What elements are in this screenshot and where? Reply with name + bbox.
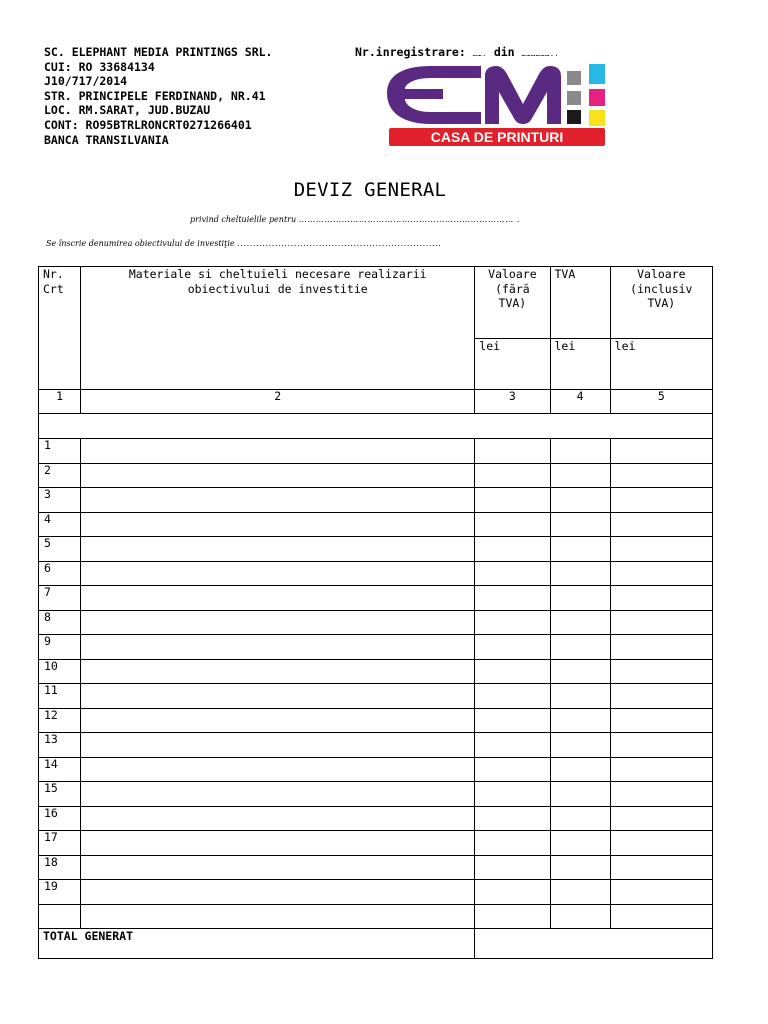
row-vat-cell[interactable]: [550, 512, 610, 537]
table-row: [39, 488, 713, 513]
row-total-cell[interactable]: [610, 439, 712, 464]
logo-square-magenta: [589, 89, 605, 106]
logo-square-gray-2: [567, 91, 581, 105]
column-number: 5: [610, 390, 712, 414]
row-nr-cell: 19: [39, 880, 81, 905]
column-number: 1: [39, 390, 81, 414]
table-row: [39, 610, 713, 635]
row-value-cell[interactable]: [475, 512, 550, 537]
row-value-cell[interactable]: [475, 561, 550, 586]
column-number: 2: [81, 390, 475, 414]
row-vat-cell[interactable]: [550, 463, 610, 488]
row-value-cell[interactable]: [475, 855, 550, 880]
header-value-with-vat: Valoare (inclusiv TVA): [610, 267, 712, 339]
unit-value-no-vat: lei: [475, 339, 550, 390]
row-value-cell[interactable]: [475, 806, 550, 831]
row-total-cell[interactable]: [610, 586, 712, 611]
row-vat-cell[interactable]: [550, 757, 610, 782]
row-nr-cell: 11: [39, 684, 81, 709]
row-value-cell[interactable]: [475, 463, 550, 488]
row-value-cell[interactable]: [475, 537, 550, 562]
row-vat-cell[interactable]: [550, 439, 610, 464]
header-value-no-vat: Valoare (fără TVA): [475, 267, 550, 339]
row-vat-cell[interactable]: [550, 806, 610, 831]
company-cui: CUI: RO 33684134: [44, 59, 155, 74]
row-vat-cell[interactable]: [550, 537, 610, 562]
row-material-cell[interactable]: [81, 488, 475, 513]
total-row: [39, 929, 713, 959]
row-nr-cell: 13: [39, 733, 81, 758]
table-row: [39, 586, 713, 611]
row-total-cell[interactable]: [610, 659, 712, 684]
row-nr-cell: 2: [39, 463, 81, 488]
row-nr-cell: 8: [39, 610, 81, 635]
rows-body: [39, 439, 713, 905]
row-vat-cell[interactable]: [550, 855, 610, 880]
row-value-cell[interactable]: [475, 831, 550, 856]
row-total-cell[interactable]: [610, 904, 712, 929]
document-title: DEVIZ GENERAL: [293, 179, 447, 201]
row-material-cell[interactable]: [81, 561, 475, 586]
blank-separator-row: [39, 414, 713, 439]
unit-vat: lei: [550, 339, 610, 390]
row-vat-cell[interactable]: [550, 708, 610, 733]
company-street: STR. PRINCIPELE FERDINAND, NR.41: [44, 88, 266, 103]
row-total-cell[interactable]: [610, 684, 712, 709]
table-row: [39, 684, 713, 709]
row-nr-cell: 15: [39, 782, 81, 807]
table-row: [39, 855, 713, 880]
header-materials: Materiale si cheltuieli necesare realizarii obiectivului de investitie: [81, 267, 475, 390]
column-number: 3: [475, 390, 550, 414]
row-material-cell[interactable]: [81, 463, 475, 488]
company-reg-com: J10/717/2014: [44, 74, 128, 89]
row-total-cell[interactable]: [610, 463, 712, 488]
row-total-cell[interactable]: [610, 806, 712, 831]
table-row: [39, 635, 713, 660]
row-material-cell[interactable]: [81, 708, 475, 733]
row-vat-cell[interactable]: [550, 659, 610, 684]
row-total-cell[interactable]: [610, 561, 712, 586]
row-nr-cell: 1: [39, 439, 81, 464]
row-value-cell[interactable]: [475, 782, 550, 807]
table-row: [39, 708, 713, 733]
header-row: [39, 267, 713, 339]
row-value-cell[interactable]: [475, 684, 550, 709]
row-material-cell[interactable]: [81, 439, 475, 464]
row-value-cell[interactable]: [475, 610, 550, 635]
row-vat-cell[interactable]: [550, 733, 610, 758]
logo-square-cyan: [589, 64, 605, 84]
row-vat-cell[interactable]: [550, 782, 610, 807]
row-nr-cell: [39, 904, 81, 929]
logo-m-shape: [485, 66, 561, 124]
row-material-cell[interactable]: [81, 659, 475, 684]
row-material-cell[interactable]: [81, 684, 475, 709]
table-row: [39, 561, 713, 586]
row-total-cell[interactable]: [610, 488, 712, 513]
row-value-cell[interactable]: [475, 733, 550, 758]
row-nr-cell: 10: [39, 659, 81, 684]
row-total-cell[interactable]: [610, 708, 712, 733]
logo-square-gray: [567, 71, 581, 85]
registration-number-dots: …….: [472, 50, 487, 58]
row-value-cell[interactable]: [475, 659, 550, 684]
row-total-cell[interactable]: [610, 635, 712, 660]
row-nr-cell: 4: [39, 512, 81, 537]
row-vat-cell[interactable]: [550, 904, 610, 929]
row-value-cell[interactable]: [475, 904, 550, 929]
company-logo: [383, 62, 611, 148]
row-total-cell[interactable]: [610, 880, 712, 905]
objective-label: Se înscrie denumirea obiectivului de investiţie: [46, 239, 235, 248]
company-info: [44, 45, 272, 147]
row-value-cell[interactable]: [475, 635, 550, 660]
row-nr-cell: 16: [39, 806, 81, 831]
logo-tagline: CASA DE PRINTURI: [430, 129, 564, 145]
row-material-cell[interactable]: [81, 806, 475, 831]
row-nr-cell: 7: [39, 586, 81, 611]
row-total-cell[interactable]: [610, 512, 712, 537]
company-name: SC. ELEPHANT MEDIA PRINTINGS SRL.: [44, 45, 273, 59]
row-material-cell[interactable]: [81, 855, 475, 880]
table-row: [39, 537, 713, 562]
row-material-cell[interactable]: [81, 537, 475, 562]
row-total-cell[interactable]: [610, 610, 712, 635]
table-row: [39, 439, 713, 464]
table-row: [39, 831, 713, 856]
deviz-table: [38, 266, 713, 959]
row-material-cell[interactable]: [81, 635, 475, 660]
company-account: CONT: RO95BTRLRONCRT0271266401: [44, 117, 252, 132]
registration-from-label: din: [493, 45, 515, 59]
table-row: [39, 806, 713, 831]
subtitle-line: [190, 215, 520, 224]
row-material-cell[interactable]: [81, 610, 475, 635]
subtitle-label: privind cheltuielile pentru: [190, 215, 297, 224]
row-material-cell[interactable]: [81, 512, 475, 537]
row-nr-cell: 17: [39, 831, 81, 856]
row-nr-cell: 14: [39, 757, 81, 782]
row-value-cell[interactable]: [475, 708, 550, 733]
row-material-cell[interactable]: [81, 904, 475, 929]
registration-line: [355, 45, 559, 59]
registration-label: Nr.inregistrare:: [355, 45, 466, 59]
column-number: 4: [550, 390, 610, 414]
row-vat-cell[interactable]: [550, 561, 610, 586]
row-total-cell[interactable]: [610, 831, 712, 856]
empty-row: [39, 904, 713, 929]
row-nr-cell: 9: [39, 635, 81, 660]
logo-square-yellow: [589, 110, 605, 126]
row-vat-cell[interactable]: [550, 586, 610, 611]
row-total-cell[interactable]: [610, 757, 712, 782]
registration-date-dots: ………………..: [521, 50, 560, 58]
row-vat-cell[interactable]: [550, 831, 610, 856]
row-material-cell[interactable]: [81, 880, 475, 905]
row-vat-cell[interactable]: [550, 635, 610, 660]
row-total-cell[interactable]: [610, 855, 712, 880]
table-row: [39, 512, 713, 537]
table-row: [39, 733, 713, 758]
row-total-cell[interactable]: [610, 733, 712, 758]
table-row: [39, 782, 713, 807]
row-total-cell[interactable]: [610, 537, 712, 562]
row-value-cell[interactable]: [475, 488, 550, 513]
row-nr-cell: 5: [39, 537, 81, 562]
header-nr: Nr. Crt: [39, 267, 81, 390]
unit-value-with-vat: lei: [610, 339, 712, 390]
company-bank: BANCA TRANSILVANIA: [44, 132, 169, 147]
total-label: TOTAL GENERAT: [39, 929, 475, 959]
row-nr-cell: 3: [39, 488, 81, 513]
row-value-cell[interactable]: [475, 880, 550, 905]
row-value-cell[interactable]: [475, 586, 550, 611]
row-vat-cell[interactable]: [550, 684, 610, 709]
row-value-cell[interactable]: [475, 757, 550, 782]
row-vat-cell[interactable]: [550, 880, 610, 905]
objective-line: [46, 239, 441, 248]
objective-dots: .................................................................: [237, 239, 442, 248]
row-material-cell[interactable]: [81, 757, 475, 782]
table-row: [39, 463, 713, 488]
total-value-cell[interactable]: [475, 929, 713, 959]
row-material-cell[interactable]: [81, 733, 475, 758]
blank-separator-cell: [39, 414, 713, 439]
row-value-cell[interactable]: [475, 439, 550, 464]
row-nr-cell: 18: [39, 855, 81, 880]
row-nr-cell: 6: [39, 561, 81, 586]
row-nr-cell: 12: [39, 708, 81, 733]
logo-square-black: [567, 110, 581, 124]
table-row: [39, 757, 713, 782]
table-row: [39, 659, 713, 684]
row-material-cell[interactable]: [81, 586, 475, 611]
row-material-cell[interactable]: [81, 831, 475, 856]
company-locality: LOC. RM.SARAT, JUD.BUZAU: [44, 103, 211, 118]
row-vat-cell[interactable]: [550, 488, 610, 513]
header-vat: TVA: [550, 267, 610, 339]
logo-e-shape: [387, 66, 481, 124]
row-total-cell[interactable]: [610, 782, 712, 807]
subtitle-dots: ………………………………………………………………… .: [298, 215, 520, 224]
row-vat-cell[interactable]: [550, 610, 610, 635]
row-material-cell[interactable]: [81, 782, 475, 807]
table-row: [39, 880, 713, 905]
column-number-row: [39, 390, 713, 414]
